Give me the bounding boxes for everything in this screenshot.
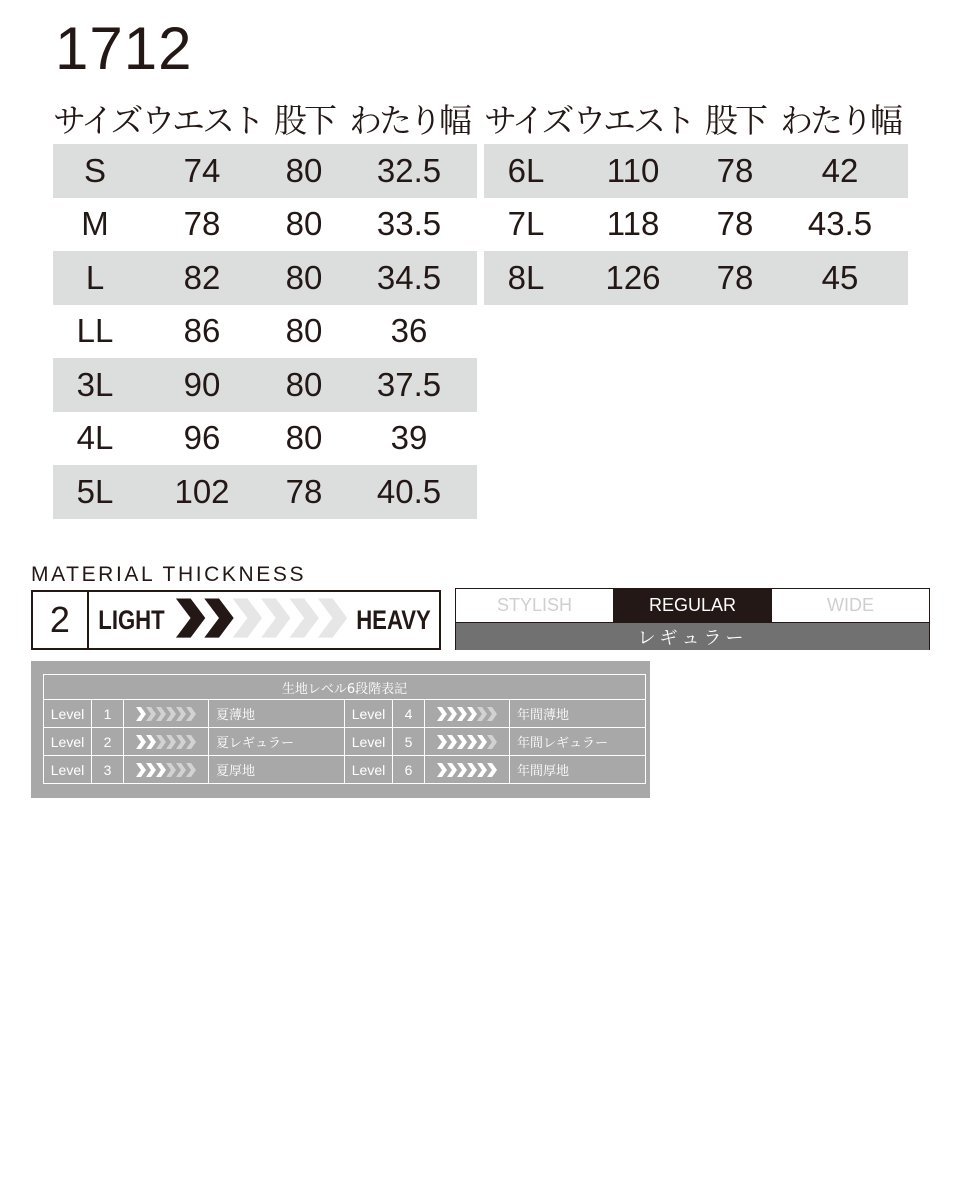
cell-inseam: 80 [285, 312, 323, 350]
cell-inseam: 78 [285, 472, 323, 510]
cell-waist: 102 [174, 472, 230, 510]
table-row [484, 251, 908, 305]
cell-thigh: 45 [821, 258, 859, 296]
table-row [53, 305, 477, 359]
header-inseam: 股下 [705, 100, 765, 140]
chevron-icon [176, 598, 205, 637]
chevron-icon [166, 707, 176, 721]
chevron-icon [437, 763, 447, 777]
level-name: 年間厚地 [510, 756, 646, 784]
level-word: Level [44, 700, 92, 728]
table-row [53, 412, 477, 466]
cell-inseam: 80 [285, 419, 323, 457]
model-number: 1712 [55, 15, 193, 82]
cell-thigh: 43.5 [807, 205, 873, 243]
chevron-icon [467, 735, 477, 749]
header-waist: ウエスト [142, 100, 262, 140]
chevron-icon [447, 735, 457, 749]
table-row [53, 358, 477, 412]
cell-inseam: 78 [716, 151, 754, 189]
fit-selected-label: レギュラー [456, 623, 929, 650]
level-word: Level [44, 756, 92, 784]
chevron-icon [176, 735, 186, 749]
cell-thigh: 40.5 [376, 472, 442, 510]
chevron-icon [447, 763, 457, 777]
table-row [44, 700, 646, 728]
level-legend-title: 生地レベル6段階表記 [44, 675, 646, 700]
cell-size: S [83, 151, 106, 189]
chevron-icon [146, 763, 156, 777]
chevron-icon [146, 707, 156, 721]
level-chevrons [425, 700, 510, 728]
heavy-label: HEAVY [356, 604, 431, 635]
chevron-icon [487, 707, 497, 721]
cell-waist: 74 [183, 151, 221, 189]
cell-thigh: 34.5 [376, 258, 442, 296]
level-number: 2 [92, 728, 124, 756]
cell-waist: 118 [606, 205, 660, 243]
light-label: LIGHT [98, 604, 165, 635]
level-number: 4 [393, 700, 425, 728]
chevron-icon [156, 735, 166, 749]
level-name: 夏レギュラー [209, 728, 345, 756]
cell-inseam: 78 [716, 205, 754, 243]
chevron-icon [447, 707, 457, 721]
chevron-icon [457, 707, 467, 721]
cell-thigh: 32.5 [376, 151, 442, 189]
fit-option-wide: WIDE [771, 589, 929, 622]
level-number: 3 [92, 756, 124, 784]
level-name: 年間レギュラー [510, 728, 646, 756]
level-name: 年間薄地 [510, 700, 646, 728]
fit-option-stylish: STYLISH [496, 595, 573, 615]
chevron-icon [457, 763, 467, 777]
chevron-icon [156, 707, 166, 721]
level-word: Level [345, 700, 393, 728]
cell-size: 4L [76, 419, 114, 457]
chevron-icon [477, 735, 487, 749]
chevron-icon [477, 707, 487, 721]
fit-options [456, 589, 929, 623]
level-legend [31, 661, 650, 798]
chevron-icon [261, 598, 290, 637]
level-chevrons [124, 700, 209, 728]
chevron-icon [487, 763, 497, 777]
size-table-header [53, 92, 477, 144]
level-chevron-icons [436, 763, 498, 777]
header-inseam: 股下 [274, 100, 334, 140]
fit-selector [455, 588, 930, 650]
chevron-icon [487, 735, 497, 749]
chevron-icon [233, 598, 262, 637]
size-table-left [53, 92, 477, 519]
level-chevrons [425, 756, 510, 784]
cell-waist: 82 [183, 258, 221, 296]
cell-inseam: 80 [285, 258, 323, 296]
chevron-icon [318, 598, 347, 637]
level-name: 夏薄地 [209, 700, 345, 728]
chevron-icon [176, 707, 186, 721]
table-row [53, 465, 477, 519]
cell-size: LL [76, 312, 114, 350]
level-number: 5 [393, 728, 425, 756]
cell-thigh: 42 [821, 151, 859, 189]
cell-size: 5L [76, 472, 114, 510]
level-chevron-icons [135, 763, 197, 777]
chevron-icon [186, 763, 196, 777]
cell-inseam: 80 [285, 151, 323, 189]
chevron-icon [437, 707, 447, 721]
chevron-icon [467, 763, 477, 777]
level-chevron-icons [135, 707, 197, 721]
cell-size: L [85, 258, 105, 296]
level-word: Level [345, 728, 393, 756]
level-chevron-icons [135, 735, 197, 749]
header-waist: ウエスト [573, 100, 693, 140]
chevron-icon [166, 735, 176, 749]
chevron-icon [176, 763, 186, 777]
size-table-right [484, 92, 908, 305]
material-thickness-title: MATERIAL THICKNESS [31, 563, 307, 586]
table-row [44, 728, 646, 756]
chevron-icon [467, 707, 477, 721]
cell-thigh: 33.5 [376, 205, 442, 243]
chevron-icon [146, 735, 156, 749]
fit-option-regular: REGULAR [613, 589, 771, 622]
chevron-icon [204, 598, 233, 637]
level-chevron-icons [436, 707, 498, 721]
table-row [53, 198, 477, 252]
cell-thigh: 36 [390, 312, 428, 350]
size-table-header [484, 92, 908, 144]
level-number: 1 [92, 700, 124, 728]
chevron-icon [156, 763, 166, 777]
level-name: 夏厚地 [209, 756, 345, 784]
chevron-icon [477, 763, 487, 777]
table-row [484, 144, 908, 198]
cell-thigh: 37.5 [376, 365, 442, 403]
cell-size: M [81, 205, 109, 243]
cell-inseam: 78 [716, 258, 754, 296]
cell-waist: 126 [605, 258, 661, 296]
table-row [484, 198, 908, 252]
level-word: Level [345, 756, 393, 784]
chevron-icon [136, 735, 146, 749]
header-size: サイズ [53, 100, 141, 140]
cell-inseam: 80 [285, 365, 323, 403]
cell-waist: 78 [183, 205, 221, 243]
cell-size: 8L [507, 258, 545, 296]
level-number: 6 [393, 756, 425, 784]
level-word: Level [44, 728, 92, 756]
chevron-icon [136, 763, 146, 777]
cell-size: 7L [507, 205, 545, 243]
cell-size: 3L [76, 365, 114, 403]
thickness-gauge [31, 590, 441, 650]
level-chevrons [124, 728, 209, 756]
header-thigh: わたり幅 [780, 100, 900, 140]
header-size: サイズ [484, 100, 572, 140]
header-thigh: わたり幅 [349, 100, 469, 140]
chevron-icon [186, 707, 196, 721]
chevron-icon [186, 735, 196, 749]
chevron-icon [166, 763, 176, 777]
thickness-chevrons [172, 598, 354, 642]
chevron-icon [289, 598, 318, 637]
table-row [53, 144, 477, 198]
table-row [44, 756, 646, 784]
level-chevron-icons [436, 735, 498, 749]
cell-inseam: 80 [285, 205, 323, 243]
cell-thigh: 39 [390, 419, 428, 457]
cell-size: 6L [507, 151, 545, 189]
cell-waist: 86 [183, 312, 221, 350]
level-chevrons [124, 756, 209, 784]
chevron-icon [437, 735, 447, 749]
level-legend-table [43, 674, 646, 784]
cell-waist: 96 [183, 419, 221, 457]
cell-waist: 90 [183, 365, 221, 403]
chevron-icon [457, 735, 467, 749]
chevron-icon [136, 707, 146, 721]
cell-waist: 110 [606, 151, 660, 189]
thickness-level: 2 [33, 592, 89, 648]
table-row [53, 251, 477, 305]
level-chevrons [425, 728, 510, 756]
